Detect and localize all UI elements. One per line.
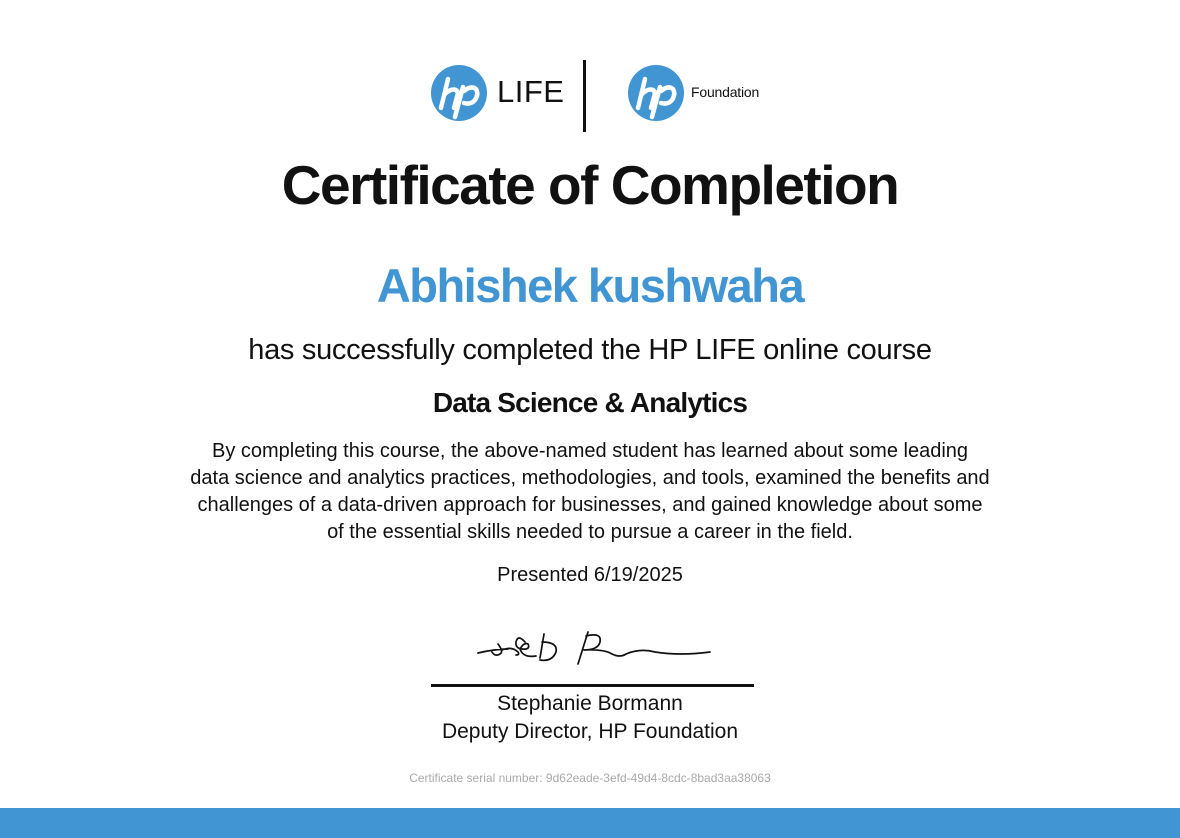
hp-logo-icon <box>628 65 684 121</box>
certificate-serial: Certificate serial number: 9d62eade-3efd-49d4-8cdc-8bad3aa38063 <box>409 771 771 785</box>
description-line: of the essential skills needed to pursue a career in the field. <box>327 521 853 543</box>
course-name: Data Science & Analytics <box>432 387 748 418</box>
certificate-title: Certificate of Completion <box>281 154 899 216</box>
signature-icon <box>470 622 715 672</box>
foundation-logo-text: Foundation <box>691 84 760 100</box>
signatory-name: Stephanie Bormann <box>497 692 683 715</box>
footer-bar <box>0 808 1180 838</box>
hp-logo-icon <box>431 65 487 121</box>
recipient-name: Abhishek kushwaha <box>376 259 804 312</box>
logo-header <box>0 58 1180 134</box>
signatory-block <box>0 690 1180 746</box>
course-description <box>0 438 1180 546</box>
life-logo-text: LIFE <box>497 74 565 109</box>
description-line: challenges of a data-driven approach for businesses, and gained knowledge about some <box>197 494 983 516</box>
presented-date: Presented 6/19/2025 <box>497 564 683 586</box>
logo-divider <box>583 60 586 132</box>
description-line: data science and analytics practices, methodologies, and tools, examined the benefits and <box>190 467 990 489</box>
signatory-title: Deputy Director, HP Foundation <box>441 720 739 743</box>
signature-line <box>431 684 754 687</box>
description-line: By completing this course, the above-named student has learned about some leading <box>211 440 969 462</box>
completion-statement: has successfully completed the HP LIFE online course <box>248 334 932 366</box>
